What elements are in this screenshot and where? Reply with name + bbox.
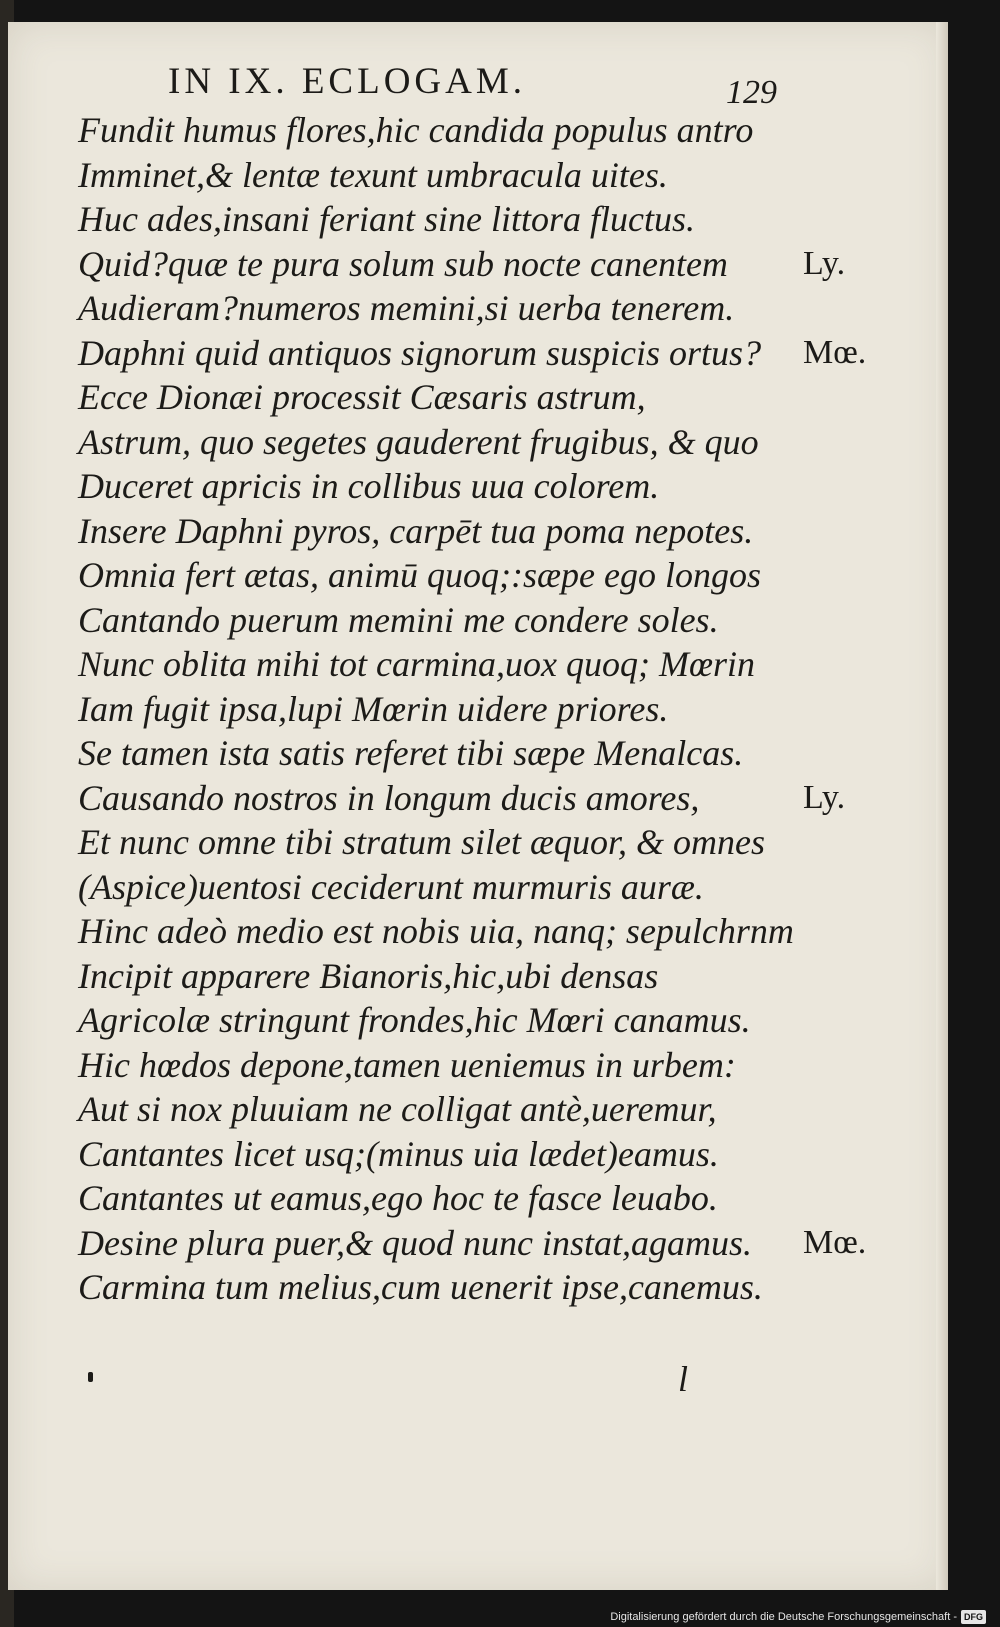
- verse-line: Cantantes ut eamus,ego hoc te fasce leuabo.: [78, 1178, 718, 1218]
- verse-line: Hic hœdos depone,tamen ueniemus in urbem:: [78, 1044, 736, 1085]
- speaker-label: Mœ.: [803, 333, 867, 371]
- verse-line: Desine plura puer,& quod nunc instat,agamus.: [78, 1222, 752, 1263]
- dfg-logo: DFG: [961, 1610, 986, 1624]
- verse-line: Incipit apparere Bianoris,hic,ubi densas: [78, 955, 659, 996]
- verse-line: Duceret apricis in collibus uua colorem.: [78, 466, 660, 506]
- verse-line: Omnia fert ætas, animū quoq;:sæpe ego longos: [78, 555, 761, 595]
- catchword: l: [678, 1359, 689, 1399]
- verse-text-block: [8, 22, 948, 1590]
- speaker-label: Mœ.: [803, 1223, 867, 1261]
- verse-line: Cantando puerum memini me condere soles.: [78, 599, 719, 640]
- verse-line: (Aspice)uentosi ceciderunt murmuris auræ.: [78, 866, 704, 907]
- verse-line: Carmina tum melius,cum uenerit ipse,canemus.: [78, 1267, 763, 1307]
- speaker-label: Ly.: [803, 778, 846, 816]
- running-head: IN IX. ECLOGAM.: [168, 61, 527, 102]
- verse-line: Nunc oblita mihi tot carmina,uox quoq; Mœrin: [78, 644, 755, 684]
- verse-line: Huc ades,insani feriant sine littora fluctus.: [78, 199, 695, 239]
- speaker-label: Ly.: [803, 244, 846, 282]
- verse-line: Daphni quid antiquos signorum suspicis ortus?: [78, 332, 762, 373]
- verse-line: Quid?quæ te pura solum sub nocte canentem: [78, 243, 728, 284]
- verse-line: Et nunc omne tibi stratum silet æquor, & omnes: [78, 822, 765, 862]
- verse-line: Agricolæ stringunt frondes,hic Mœri canamus.: [78, 1000, 751, 1040]
- verse-line: Aut si nox pluuiam ne colligat antè,ueremur,: [78, 1089, 717, 1129]
- verse-line: Causando nostros in longum ducis amores,: [78, 777, 700, 818]
- verse-line: Astrum, quo segetes gauderent frugibus, & quo: [78, 421, 759, 462]
- verse-line: Cantantes licet usq;(minus uia lædet)eamus.: [78, 1133, 719, 1174]
- verse-line: Insere Daphni pyros, carpēt tua poma nepotes.: [78, 510, 754, 551]
- page-number: 129: [726, 74, 777, 111]
- ink-mark: [88, 1372, 93, 1382]
- verse-line: Se tamen ista satis referet tibi sæpe Menalcas.: [78, 733, 744, 773]
- credit-text: Digitalisierung gefördert durch die Deutsche Forschungsgemeinschaft -: [610, 1611, 957, 1623]
- verse-line: Iam fugit ipsa,lupi Mœrin uidere priores.: [78, 688, 669, 729]
- digitization-credit: [610, 1607, 986, 1627]
- verse-line: Fundit humus flores,hic candida populus antro: [78, 110, 754, 150]
- verse-line: Ecce Dionæi processit Cæsaris astrum,: [78, 377, 646, 417]
- verse-line: Imminet,& lentæ texunt umbracula uites.: [78, 154, 668, 195]
- verse-line: Audieram?numeros memini,si uerba tenerem.: [78, 288, 735, 328]
- book-page: [8, 22, 948, 1590]
- verse-line: Hinc adeò medio est nobis uia, nanq; sepulchrnm: [78, 911, 794, 951]
